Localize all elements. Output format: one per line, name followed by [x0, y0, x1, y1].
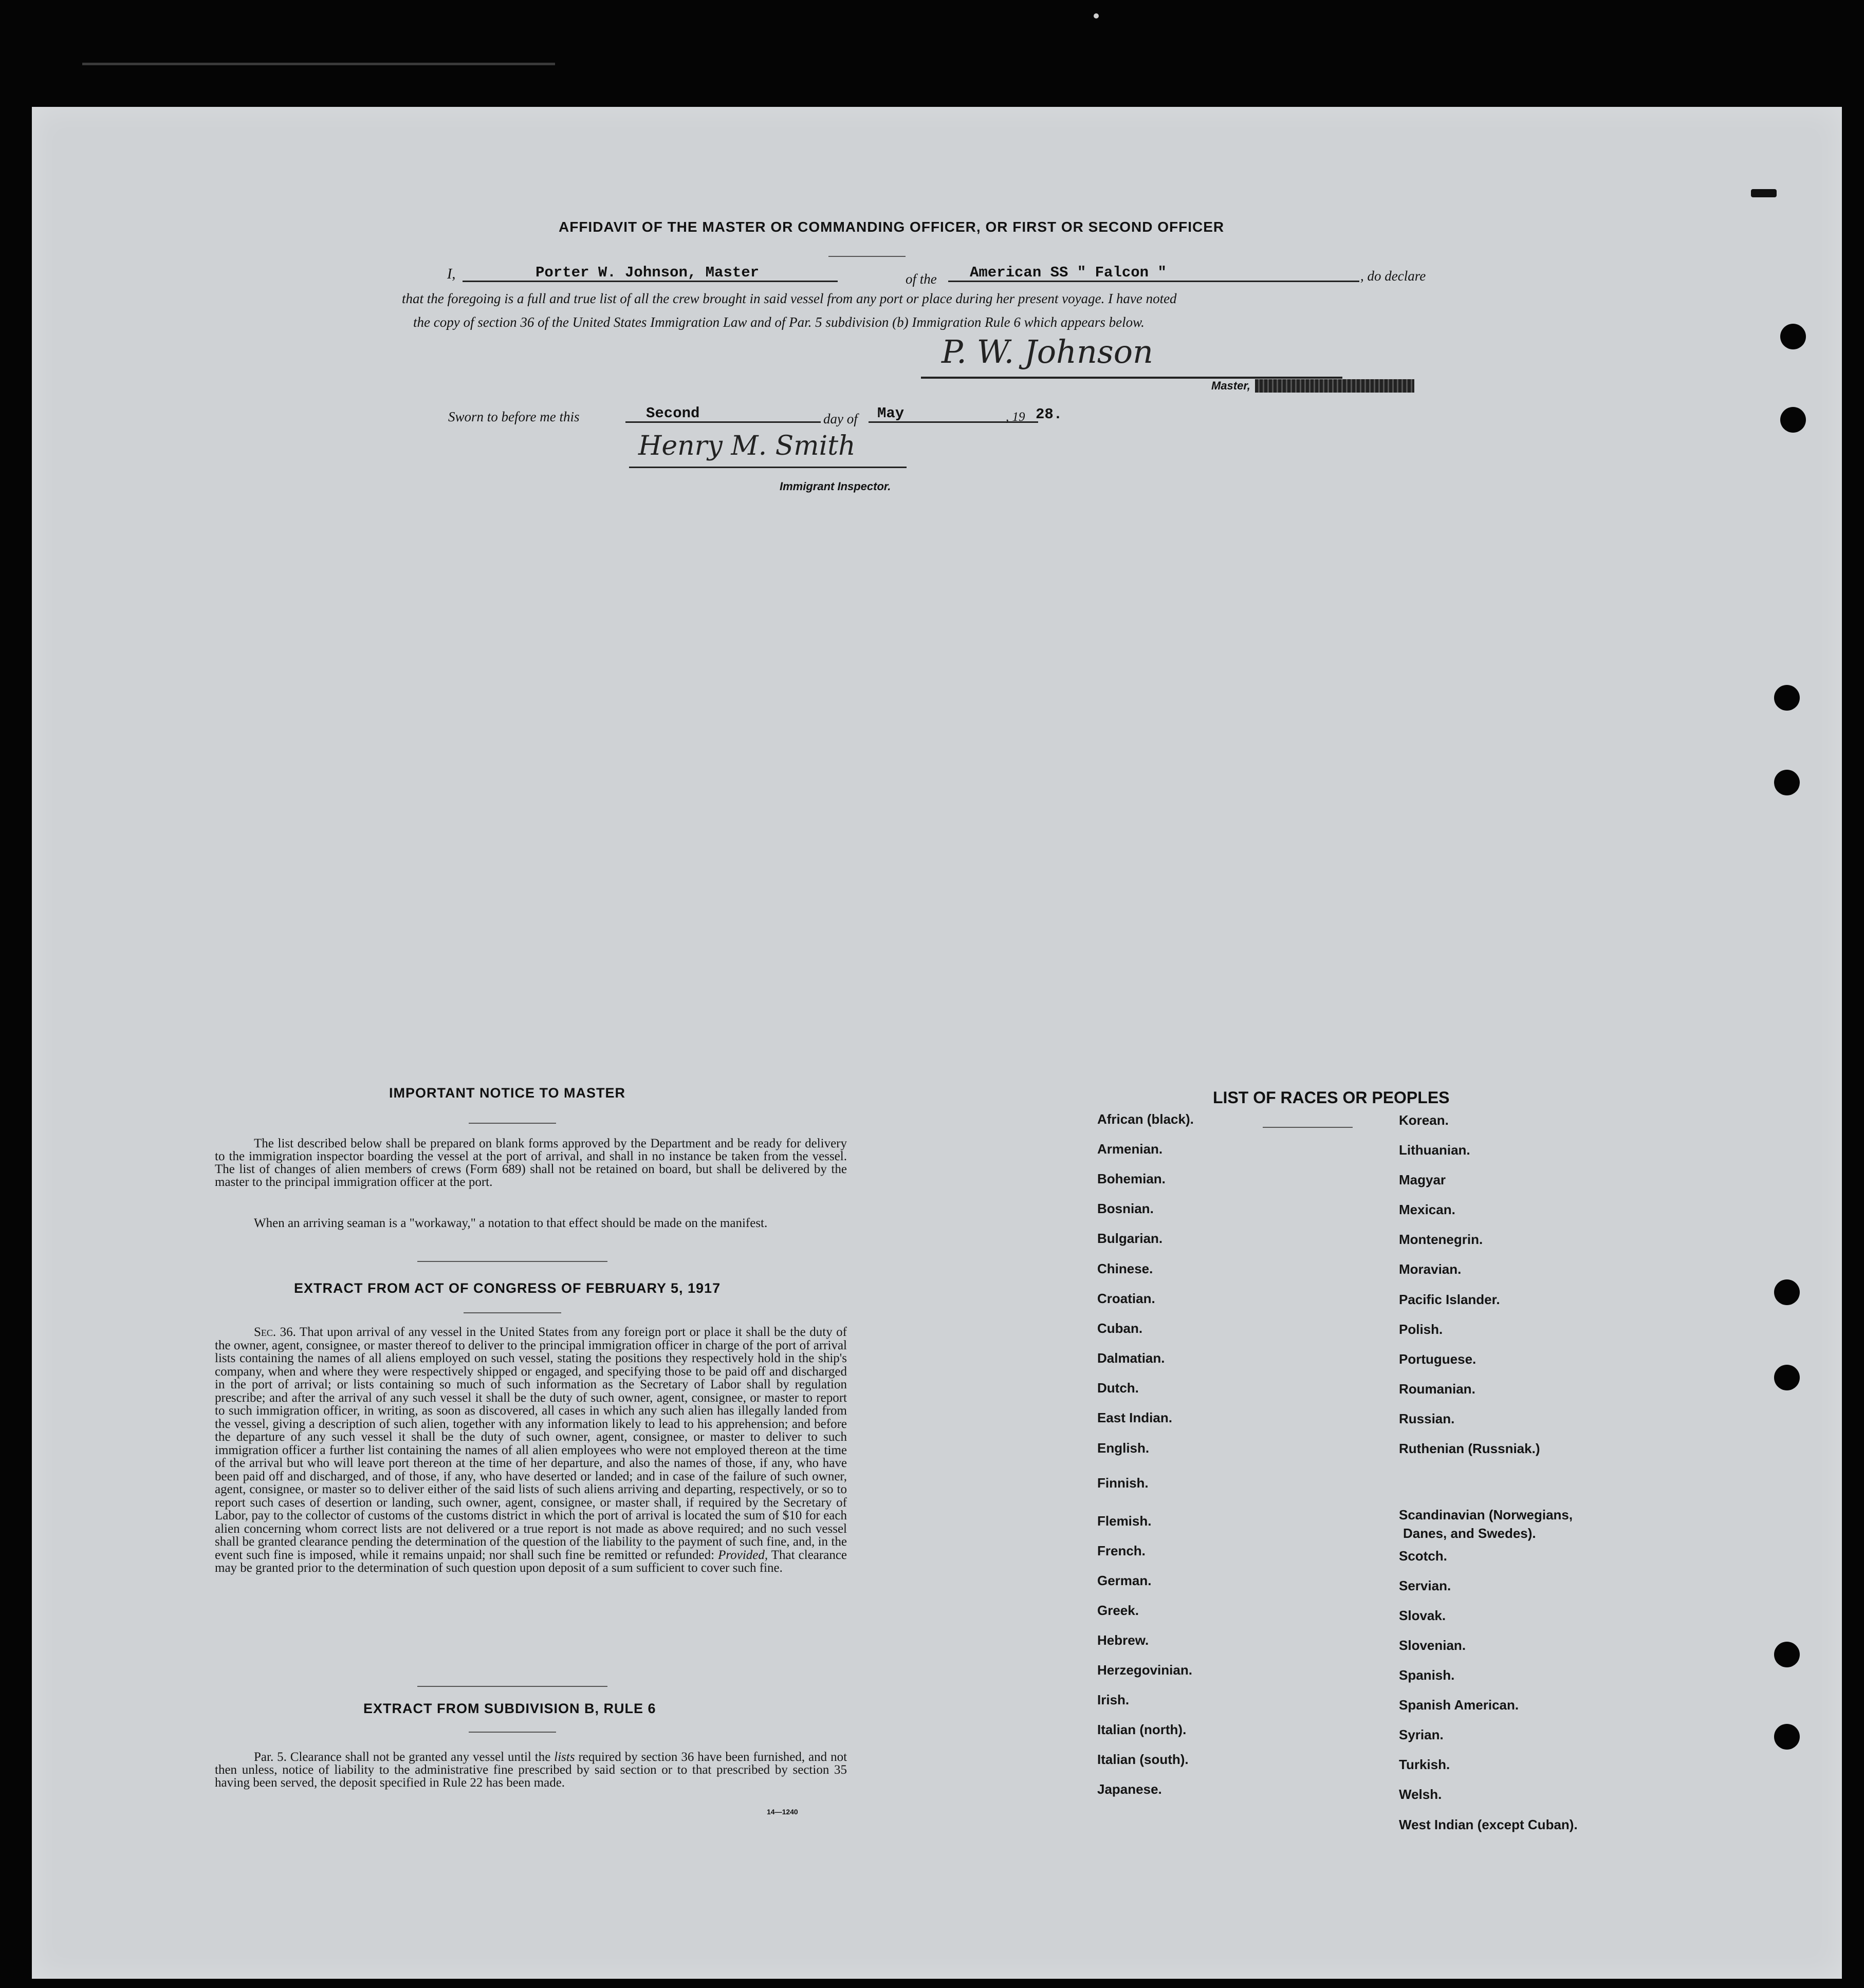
race-item-right: Pacific Islander. [1399, 1292, 1500, 1307]
form-number: 14—1240 [767, 1808, 798, 1816]
section-text-end: That clearance may be granted prior to the determination of such question upon deposit of a sum sufficient to cover such fine. [215, 1548, 847, 1575]
of-the-label: of the [906, 271, 937, 287]
races-rule [1263, 1127, 1353, 1128]
act-title: EXTRACT FROM ACT OF CONGRESS OF FEBRUARY 5, 1917 [294, 1280, 721, 1296]
affidavit-body-line-1: that the foregoing is a full and true list of all the crew brought in said vessel from any port or place during her present voyage. I have noted [402, 291, 1177, 306]
document-page [32, 107, 1842, 1979]
act-rule-top [417, 1261, 607, 1262]
rule-extract-rule [469, 1732, 556, 1733]
lists-word: lists [554, 1750, 575, 1764]
race-item-right: Ruthenian (Russniak.) [1399, 1441, 1540, 1456]
race-item-right: Turkish. [1399, 1757, 1450, 1772]
race-item-left: Finnish. [1097, 1475, 1149, 1491]
sworn-month: May [877, 405, 905, 422]
race-item-right: Servian. [1399, 1578, 1451, 1593]
inspector-title: Immigrant Inspector. [780, 480, 891, 493]
top-dot [1094, 13, 1099, 18]
race-continuation: Danes, and Swedes). [1403, 1526, 1536, 1541]
race-item-right: Magyar [1399, 1172, 1446, 1187]
title-rule [828, 256, 906, 257]
race-item-right: Slovenian. [1399, 1638, 1466, 1653]
year-prefix: , 19 [1006, 410, 1025, 424]
race-item-right: Polish. [1399, 1322, 1443, 1337]
day-of-label: day of [823, 411, 858, 426]
race-item-right: Korean. [1399, 1112, 1449, 1128]
race-item-left: Dalmatian. [1097, 1350, 1165, 1366]
race-item-left: Bosnian. [1097, 1201, 1154, 1216]
race-item-right: Scandinavian (Norwegians, [1399, 1507, 1573, 1522]
race-item-right: Mexican. [1399, 1202, 1455, 1217]
punch-hole [1774, 685, 1800, 711]
sworn-day: Second [646, 405, 700, 422]
race-item-right: Welsh. [1399, 1787, 1442, 1802]
master-signature-line [921, 377, 1342, 379]
corner-mark [1751, 189, 1777, 197]
affidavit-title: AFFIDAVIT OF THE MASTER OR COMMANDING OFFICER, OR FIRST OR SECOND OFFICER [559, 219, 1225, 235]
race-item-left: Chinese. [1097, 1261, 1153, 1276]
i-label: I, [447, 266, 456, 282]
race-item-left: Italian (south). [1097, 1752, 1189, 1767]
officer-name: Porter W. Johnson, Master [536, 264, 760, 281]
inspector-signature-line [629, 467, 907, 468]
rule-divider [417, 1686, 607, 1687]
punch-hole [1774, 1279, 1800, 1305]
race-item-left: Croatian. [1097, 1291, 1155, 1306]
notice-paragraph-1: The list described below shall be prepared on blank forms approved by the Department and be ready for delivery to the immigration inspector boarding the vessel at the port of arrival, and shall in no instance be taken from the vessel. The list of changes of alien members of crews (Form 689) shall not be retained on board, but shall be delivered by the master to the principal immigration officer at the port. [215, 1137, 847, 1189]
race-item-right: Spanish. [1399, 1667, 1455, 1683]
punch-hole [1774, 1365, 1800, 1390]
race-item-left: English. [1097, 1440, 1150, 1456]
affidavit-body-line-2: the copy of section 36 of the United States Immigration Law and of Par. 5 subdivision (b) Immigration Rule 6 which appears below. [413, 314, 1145, 330]
notice-paragraph-2: When an arriving seaman is a "workaway," a notation to that effect should be made on the manifest. [254, 1216, 768, 1230]
rule-extract-title: EXTRACT FROM SUBDIVISION B, RULE 6 [363, 1701, 656, 1716]
inspector-signature: Henry M. Smith [638, 431, 856, 461]
master-signature: P. W. Johnson [942, 333, 1153, 370]
section-text: That upon arrival of any vessel in the United States from any foreign port or place it shall be the duty of the owner, agent, consignee, or master thereof to deliver to the principal immigration officer in charge of the port of arrival lists containing the names of all aliens employed on such vessel, stating the positions they respectively hold in the ship's company, when and where they were respectively shipped or engaged, and specifying those to be paid off and discharged in the port of arrival; or lists containing so much of such information as the Secretary of Labor shall by regulation prescribe; and after the arrival of any such vessel it shall be the duty of such owner, agent, consignee, or master to report to such immigration officer, in writing, as soon as discovered, all cases in which any such alien has illegally landed from the vessel, giving a description of such alien, together with any information likely to lead to his apprehension; and before the departure of any such vessel it shall be the duty of such owner, agent, consignee, or master to deliver to such immigration officer a further list containing the names of all alien employees who were not employed thereon at the time of the arrival but who will leave port thereon at the time of her departure, and also the names of those, if any, who have been paid off and discharged, and of those, if any, who have deserted or landed; and in case of the failure of such owner, agent, consignee, or master so to deliver either of the said lists of such aliens arriving and departing, respectively, or so to report such cases of desertion or landing, such owner, agent, consignee, or master shall, if required by the Secretary of Labor, pay to the collector of customs of the customs district in which the port of arrival is located the sum of $10 for each alien concerning whom correct lists are not delivered or a true report is not made as above required; and no such vessel shall be granted clearance pending the determination of the question of the liability to the payment of such fine, and, in the event such fine is imposed, while it remains unpaid; nor shall such fine be remitted or refunded: [215, 1325, 847, 1562]
race-item-right: Russian. [1399, 1411, 1455, 1426]
race-item-left: Italian (north). [1097, 1722, 1187, 1737]
section-label: Sec. 36. [254, 1325, 296, 1339]
rule-extract-text [215, 1751, 847, 1789]
race-item-right: Slovak. [1399, 1608, 1446, 1623]
race-item-right: Lithuanian. [1399, 1142, 1470, 1158]
race-item-left: Greek. [1097, 1603, 1139, 1618]
punch-hole [1780, 324, 1806, 349]
master-title-label: Master, [1211, 379, 1250, 392]
provided-label: Provided, [718, 1548, 768, 1562]
race-item-left: Bulgarian. [1097, 1231, 1163, 1246]
race-item-right: Moravian. [1399, 1261, 1462, 1277]
top-edge-mark [82, 63, 555, 65]
race-item-right: Scotch. [1399, 1548, 1447, 1564]
race-item-right: Spanish American. [1399, 1697, 1519, 1713]
race-item-left: East Indian. [1097, 1410, 1172, 1425]
race-item-right: Roumanian. [1399, 1381, 1475, 1397]
punch-hole [1774, 770, 1800, 795]
rule-text-1: Par. 5. Clearance shall not be granted any vessel until the [254, 1750, 551, 1764]
race-item-left: African (black). [1097, 1111, 1194, 1127]
punch-hole [1780, 407, 1806, 433]
act-rule [464, 1312, 561, 1313]
race-item-right: Montenegrin. [1399, 1232, 1483, 1247]
struck-out-title [1255, 379, 1414, 393]
race-item-left: German. [1097, 1573, 1152, 1588]
race-item-right: West Indian (except Cuban). [1399, 1817, 1578, 1832]
race-item-left: Bohemian. [1097, 1171, 1166, 1186]
race-item-right: Syrian. [1399, 1727, 1444, 1742]
act-section-36-text [215, 1326, 847, 1575]
race-item-left: Japanese. [1097, 1781, 1162, 1797]
punch-hole [1774, 1642, 1800, 1667]
vessel-name: American SS " Falcon " [970, 264, 1167, 281]
race-item-left: French. [1097, 1543, 1146, 1558]
do-declare-label: , do declare [1360, 268, 1426, 284]
race-item-left: Flemish. [1097, 1513, 1152, 1529]
notice-rule [469, 1123, 556, 1124]
race-item-left: Cuban. [1097, 1321, 1143, 1336]
race-item-left: Hebrew. [1097, 1632, 1149, 1648]
notice-title: IMPORTANT NOTICE TO MASTER [389, 1085, 625, 1101]
race-item-left: Herzegovinian. [1097, 1662, 1192, 1678]
race-item-left: Dutch. [1097, 1380, 1139, 1396]
punch-hole [1774, 1724, 1800, 1750]
race-item-left: Armenian. [1097, 1141, 1163, 1157]
race-item-left: Irish. [1097, 1692, 1130, 1707]
rule-text-2: required by section 36 have been furnished, and not then unless, notice of liability to the administrative fine prescribed by said section or to that prescribed by section 35 having been served, the deposit specified in Rule 22 has been made. [215, 1750, 847, 1790]
sworn-year: 28. [1036, 406, 1063, 423]
race-item-right: Portuguese. [1399, 1351, 1477, 1367]
sworn-label: Sworn to before me this [448, 409, 580, 424]
races-title: LIST OF RACES OR PEOPLES [1213, 1088, 1450, 1107]
